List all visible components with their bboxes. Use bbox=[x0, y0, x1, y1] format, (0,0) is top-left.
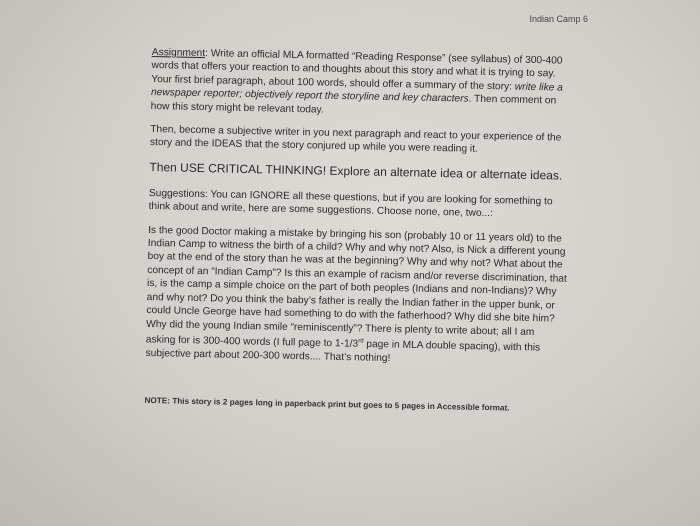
questions-paragraph bbox=[145, 224, 568, 369]
document-body bbox=[144, 46, 572, 426]
assignment-italic: write like a newspaper reporter; objectively report the storyline and key characters bbox=[150, 81, 563, 105]
questions-text-end: page in MLA double spacing), with this subjective part about 200-300 words.... That’s nothing! bbox=[145, 338, 541, 364]
critical-thinking-line: Then USE CRITICAL THINKING! Explore an alternate idea or alternate ideas. bbox=[149, 159, 563, 183]
questions-superscript: rd bbox=[358, 338, 364, 345]
assignment-text-2: . Then comment on how this story might be relevant today. bbox=[150, 93, 557, 116]
assignment-label: Assignment bbox=[151, 46, 206, 60]
note-line: NOTE: This story is 2 pages long in paperback print but goes to 5 pages in Accessible format. bbox=[144, 396, 510, 413]
running-head: Indian Camp 6 bbox=[529, 14, 588, 24]
assignment-paragraph bbox=[151, 46, 572, 122]
subjective-paragraph: Then, become a subjective writer in you next paragraph and react to your experience of the story and the IDEAS that the story conjured up while you were reading it. bbox=[149, 124, 562, 156]
suggestions-paragraph: Suggestions: You can IGNORE all these questions, but if you are looking for something to think about and write, here are some suggestions. Choose none, one, two...: bbox=[148, 187, 553, 220]
assignment-text-1: : Write an official MLA formatted “Reading Response” (see syllabus) of 300-400 words that offers your reaction to and thoughts about this story and what it is trying to say. Your first brief paragraph, about 100 words, should offer a summary of the story: bbox=[151, 48, 563, 93]
questions-text: Is the good Doctor making a mistake by bringing his son (probably 10 or 11 years old) to the Indian Camp to witness the birth of a child? Why and why not? Also, is Nick a different young boy at the end of the story than he was at the beginning? Why and why not? What about the concept of an “Indian Camp”? Is this an example of racism and/or reverse discrimination, that is, is the camp a simple choice on the part of both peoples (Indians and non-Indians)? Why and why not? Do you think the baby’s father is really the Indian father in the upper bunk, or could Uncle George have had something to do with the fatherhood? Why did she bite him? Why did the young Indian smile “reminiscently”? There is plenty to write about; all I am asking for is 300-400 words (I full page to 1-1/3 bbox=[145, 224, 567, 350]
